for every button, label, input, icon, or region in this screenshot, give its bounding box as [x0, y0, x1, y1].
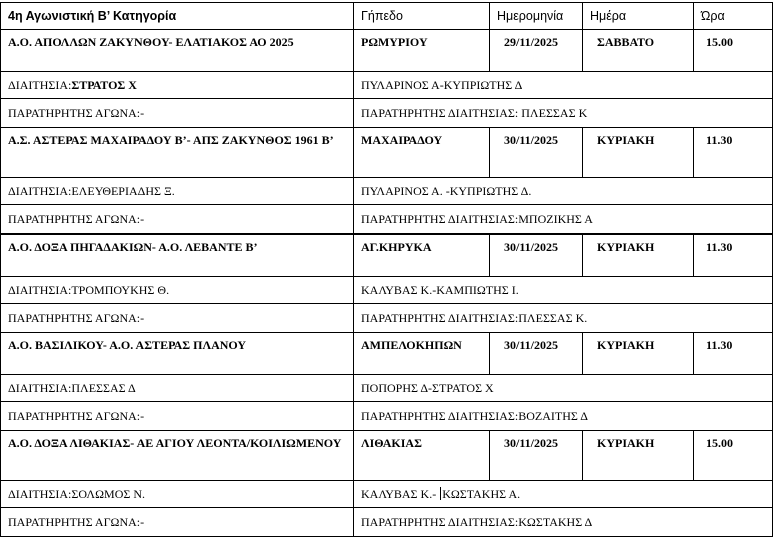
header-category: 4η Αγωνιστική Β’ Κατηγορία — [1, 3, 354, 30]
match-day: ΣΑΒΒΑΤΟ — [583, 30, 694, 72]
assistants-cell: ΠΥΛΑΡΙΝΟΣ Α-ΚΥΠΡΙΩΤΗΣ Δ — [354, 72, 773, 99]
assistants-cell: ΠΟΠΟΡΗΣ Δ-ΣΤΡΑΤΟΣ Χ — [354, 375, 773, 402]
match-row — [1, 333, 773, 375]
match-day: ΚΥΡΙΑΚΗ — [583, 234, 694, 277]
referee-observer: ΠΑΡΑΤΗΡΗΤΗΣ ΔΙΑΙΤΗΣΙΑΣ:ΚΩΣΤΑΚΗΣ Δ — [354, 508, 773, 537]
match-observer: ΠΑΡΑΤΗΡΗΤΗΣ ΑΓΩΝΑ:- — [1, 304, 354, 333]
match-row — [1, 30, 773, 72]
referee-observer: ΠΑΡΑΤΗΡΗΤΗΣ ΔΙΑΙΤΗΣΙΑΣ: ΠΛΕΣΣΑΣ Κ — [354, 99, 773, 128]
match-observer: ΠΑΡΑΤΗΡΗΤΗΣ ΑΓΩΝΑ:- — [1, 508, 354, 537]
assistant-first: ΚΑΛΥΒΑΣ Κ.- — [361, 486, 440, 501]
match-time: 11.30 — [694, 128, 773, 178]
match-day: ΚΥΡΙΑΚΗ — [583, 333, 694, 375]
match-venue: ΑΓ.ΚΗΡΥΚΑ — [354, 234, 490, 277]
match-venue: ΜΑΧΑΙΡΑΔΟΥ — [354, 128, 490, 178]
match-date: 30/11/2025 — [490, 431, 583, 481]
fixtures-table — [0, 2, 773, 537]
match-row — [1, 431, 773, 481]
observers-row — [1, 304, 773, 333]
officials-row — [1, 178, 773, 205]
match-teams: Α.Ο. ΔΟΞΑ ΛΙΘΑΚΙΑΣ- ΑΕ ΑΓΙΟΥ ΛΕΟΝΤΑ/ΚΟΙΛΙΩΜΕΝΟΥ — [1, 431, 354, 481]
referee-observer: ΠΑΡΑΤΗΡΗΤΗΣ ΔΙΑΙΤΗΣΙΑΣ:ΠΛΕΣΣΑΣ Κ. — [354, 304, 773, 333]
referee-label: ΔΙΑΙΤΗΣΙΑ: — [8, 77, 72, 92]
officials-row — [1, 72, 773, 99]
officials-row — [1, 375, 773, 402]
header-venue: Γήπεδο — [354, 3, 490, 30]
referee-cell: ΔΙΑΙΤΗΣΙΑ:ΠΛΕΣΣΑΣ Δ — [1, 375, 354, 402]
assistants-cell[interactable] — [354, 481, 773, 508]
match-date: 30/11/2025 — [490, 234, 583, 277]
match-date: 30/11/2025 — [490, 333, 583, 375]
officials-row — [1, 481, 773, 508]
match-venue: ΛΙΘΑΚΙΑΣ — [354, 431, 490, 481]
match-teams: Α.Ο. ΔΟΞΑ ΠΗΓΑΔΑΚΙΩΝ- Α.Ο. ΛΕΒΑΝΤΕ Β’ — [1, 234, 354, 277]
referee-cell: ΔΙΑΙΤΗΣΙΑ:ΤΡΟΜΠΟΥΚΗΣ Θ. — [1, 277, 354, 304]
match-time: 11.30 — [694, 234, 773, 277]
referee-cell: ΔΙΑΙΤΗΣΙΑ:ΕΛΕΥΘΕΡΙΑΔΗΣ Ξ. — [1, 178, 354, 205]
observers-row — [1, 402, 773, 431]
match-time: 15.00 — [694, 30, 773, 72]
referee-observer: ΠΑΡΑΤΗΡΗΤΗΣ ΔΙΑΙΤΗΣΙΑΣ:ΜΠΟΖΙΚΗΣ Α — [354, 205, 773, 235]
match-teams: Α.Σ. ΑΣΤΕΡΑΣ ΜΑΧΑΙΡΑΔΟΥ Β’- ΑΠΣ ΖΑΚΥΝΘΟΣ 1961 Β’ — [1, 128, 354, 178]
match-venue: ΑΜΠΕΛΟΚΗΠΩΝ — [354, 333, 490, 375]
match-teams: Α.Ο. ΒΑΣΙΛΙΚΟΥ- Α.Ο. ΑΣΤΕΡΑΣ ΠΛΑΝΟΥ — [1, 333, 354, 375]
match-day: ΚΥΡΙΑΚΗ — [583, 431, 694, 481]
match-observer: ΠΑΡΑΤΗΡΗΤΗΣ ΑΓΩΝΑ:- — [1, 205, 354, 235]
assistants-cell: ΠΥΛΑΡΙΝΟΣ Α. -ΚΥΠΡΙΩΤΗΣ Δ. — [354, 178, 773, 205]
match-date: 29/11/2025 — [490, 30, 583, 72]
observers-row — [1, 99, 773, 128]
header-date: Ημερομηνία — [490, 3, 583, 30]
match-row — [1, 128, 773, 178]
header-day: Ημέρα — [583, 3, 694, 30]
match-time: 15.00 — [694, 431, 773, 481]
observers-row — [1, 508, 773, 537]
match-day: ΚΥΡΙΑΚΗ — [583, 128, 694, 178]
header-time: Ώρα — [694, 3, 773, 30]
header-row — [1, 3, 773, 30]
assistants-cell: ΚΑΛΥΒΑΣ Κ.-ΚΑΜΠΙΩΤΗΣ Ι. — [354, 277, 773, 304]
observers-row — [1, 205, 773, 235]
match-venue: ΡΩΜΥΡΙΟΥ — [354, 30, 490, 72]
match-observer: ΠΑΡΑΤΗΡΗΤΗΣ ΑΓΩΝΑ:- — [1, 402, 354, 431]
referee-observer: ΠΑΡΑΤΗΡΗΤΗΣ ΔΙΑΙΤΗΣΙΑΣ:ΒΟΖΑΙΤΗΣ Δ — [354, 402, 773, 431]
match-date: 30/11/2025 — [490, 128, 583, 178]
match-time: 11.30 — [694, 333, 773, 375]
referee-cell — [1, 72, 354, 99]
assistant-second: ΚΩΣΤΑΚΗΣ Α. — [442, 486, 521, 501]
match-observer: ΠΑΡΑΤΗΡΗΤΗΣ ΑΓΩΝΑ:- — [1, 99, 354, 128]
match-row — [1, 234, 773, 277]
referee-cell: ΔΙΑΙΤΗΣΙΑ:ΣΟΛΩΜΟΣ Ν. — [1, 481, 354, 508]
officials-row — [1, 277, 773, 304]
referee-name: ΣΤΡΑΤΟΣ Χ — [71, 77, 137, 92]
match-teams: Α.Ο. ΑΠΟΛΛΩΝ ΖΑΚΥΝΘΟΥ- ΕΛΑΤΙΑΚΟΣ ΑΟ 2025 — [1, 30, 354, 72]
